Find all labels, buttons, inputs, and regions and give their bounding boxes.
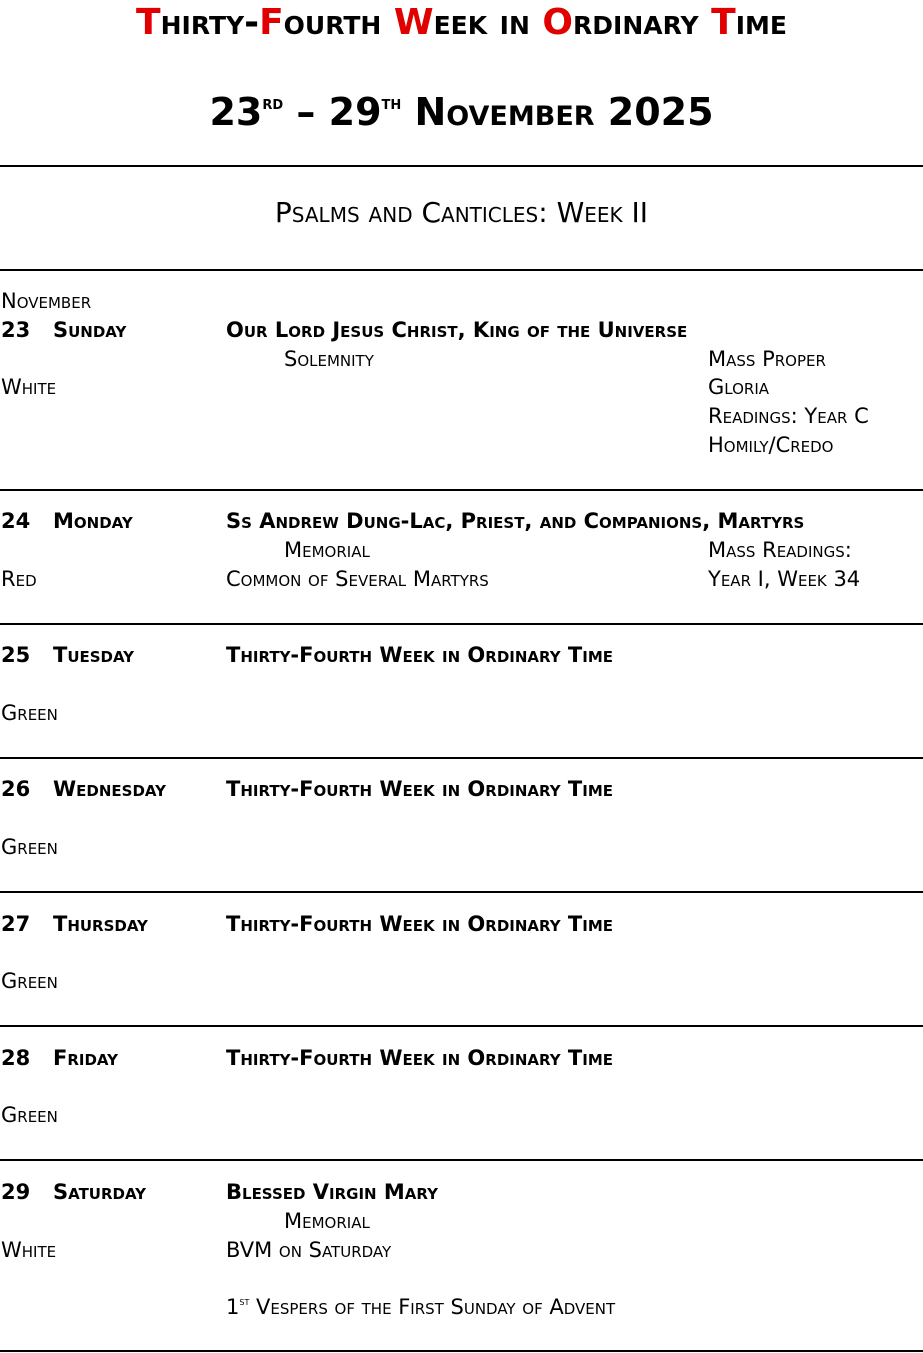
date-range (0, 90, 923, 134)
day-number: 29 (1, 1180, 31, 1204)
day-name: Friday (53, 1046, 118, 1070)
title-segment: eek in (433, 2, 543, 43)
liturgy-note: Homily/Credo (708, 433, 834, 457)
divider (0, 165, 923, 167)
month-label: November (1, 289, 92, 313)
celebration-title: Our Lord Jesus Christ, King of the Universe (226, 318, 688, 342)
day-number: 25 (1, 643, 31, 667)
title-segment: hirty- (160, 2, 260, 43)
title-letter: W (393, 2, 434, 43)
title-letter: F (259, 2, 284, 43)
title-letter: O (542, 2, 574, 43)
divider (0, 1159, 923, 1161)
day-number: 27 (1, 912, 31, 936)
liturgical-color: Green (1, 1103, 58, 1127)
divider (0, 891, 923, 893)
divider (0, 489, 923, 491)
date-month-year: November 2025 (401, 90, 714, 134)
day-number: 26 (1, 777, 31, 801)
celebration-title: Thirty-Fourth Week in Ordinary Time (226, 643, 614, 667)
day-name: Monday (53, 509, 133, 533)
celebration-title: Thirty-Fourth Week in Ordinary Time (226, 912, 614, 936)
liturgical-color: Green (1, 969, 58, 993)
date-start: 23 (209, 90, 263, 134)
celebration-title: Thirty-Fourth Week in Ordinary Time (226, 777, 614, 801)
page-title (0, 2, 923, 43)
day-name: Wednesday (53, 777, 166, 801)
date-end: 29 (328, 90, 382, 134)
liturgical-color: White (1, 375, 57, 399)
liturgical-color: Green (1, 835, 58, 859)
date-end-suffix: th (381, 91, 402, 114)
day-number: 23 (1, 318, 31, 342)
psalter-week: Psalms and Canticles: Week II (274, 196, 649, 229)
celebration-common: BVM on Saturday (226, 1238, 392, 1262)
day-name: Thursday (53, 912, 148, 936)
vespers-ordinal: 1 (226, 1295, 240, 1319)
day-name: Saturday (53, 1180, 147, 1204)
date-start-suffix: rd (262, 91, 284, 114)
title-segment: ourth (283, 2, 394, 43)
celebration-rank: Memorial (284, 1209, 370, 1233)
date-separator: – (283, 90, 329, 134)
liturgical-color: Green (1, 701, 58, 725)
day-name: Sunday (53, 318, 127, 342)
day-number: 28 (1, 1046, 31, 1070)
celebration-rank: Memorial (284, 538, 370, 562)
divider (0, 1025, 923, 1027)
liturgy-note: Mass Readings: (708, 538, 852, 562)
title-letter: T (136, 2, 161, 43)
title-letter: T (711, 2, 736, 43)
liturgy-note: Readings: Year C (708, 404, 869, 428)
vespers-ordinal-suffix: st (239, 1293, 250, 1308)
celebration-rank: Solemnity (284, 347, 374, 371)
divider (0, 623, 923, 625)
title-segment: ime (735, 2, 787, 43)
liturgy-note: Mass Proper (708, 347, 826, 371)
title-segment: rdinary (573, 2, 712, 43)
liturgy-note: Gloria (708, 375, 770, 399)
celebration-title: Thirty-Fourth Week in Ordinary Time (226, 1046, 614, 1070)
day-number: 24 (1, 509, 31, 533)
celebration-common: Common of Several Martyrs (226, 567, 489, 591)
liturgy-note: Year I, Week 34 (708, 567, 861, 591)
celebration-title: Blessed Virgin Mary (226, 1180, 438, 1204)
divider (0, 1350, 923, 1352)
liturgical-color: Red (1, 567, 37, 591)
vespers-note (226, 1293, 615, 1321)
divider (0, 269, 923, 271)
liturgical-color: White (1, 1238, 57, 1262)
divider (0, 757, 923, 759)
day-name: Tuesday (53, 643, 135, 667)
vespers-text: Vespers of the First Sunday of Advent (249, 1295, 616, 1319)
celebration-title: Ss Andrew Dung-Lac, Priest, and Companions, Martyrs (226, 509, 805, 533)
